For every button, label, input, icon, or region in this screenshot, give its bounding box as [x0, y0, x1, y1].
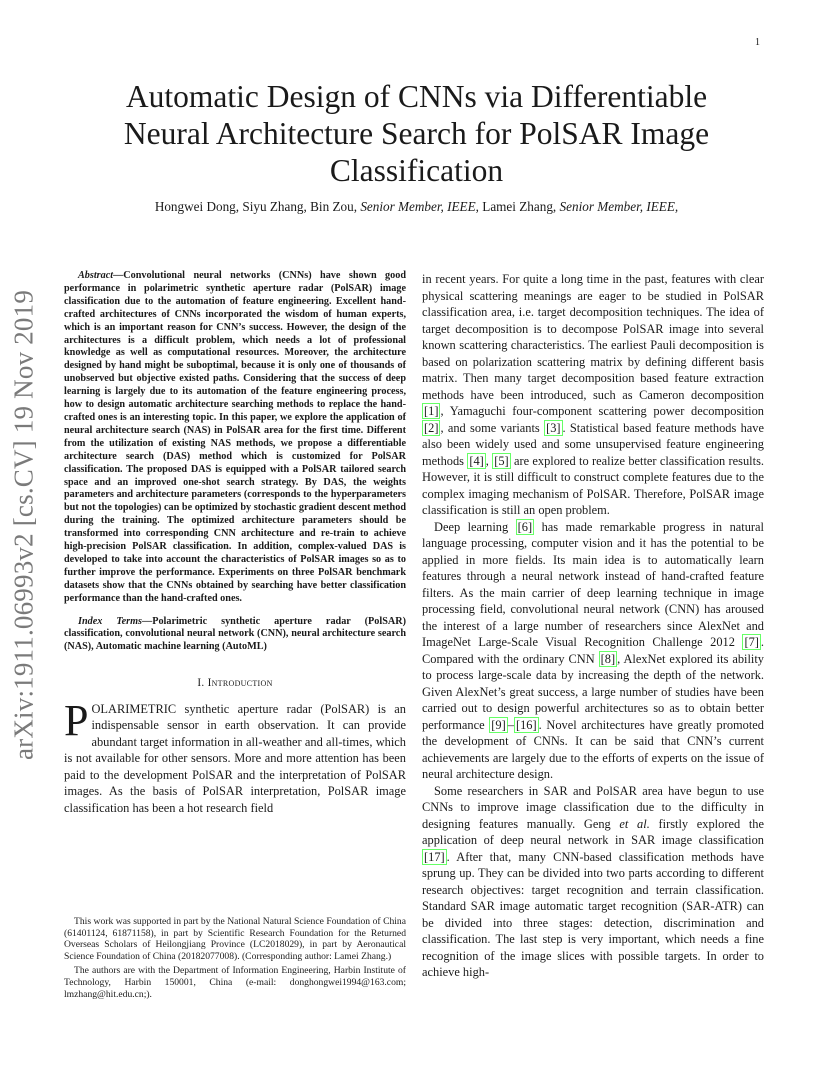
- citation-link[interactable]: [5]: [494, 453, 509, 468]
- text-run: , and some variants: [440, 420, 545, 435]
- index-terms-label: Index Terms: [78, 615, 143, 627]
- text-run: . Compared with the ordinary CNN: [422, 635, 764, 666]
- text-run: Some researchers in SAR and PolSAR area have begun to use CNNs to improve image classification due to the difficulty in designing features manually. Geng: [422, 783, 764, 831]
- paragraph-2: [422, 519, 764, 783]
- left-column: [64, 270, 406, 816]
- index-terms-text: —Polarimetric synthetic aperture radar (PolSAR) classification, convolutional neural network (CNN), neural architecture search (NAS), Automatic machine learning (AutoML): [64, 615, 406, 653]
- citation-link[interactable]: [4]: [469, 453, 484, 468]
- citation-link[interactable]: [17]: [424, 849, 445, 864]
- text-run: in recent years. For quite a long time in the past, features with clear physical scattering meanings are eager to be studied in PolSAR classification area, i.e. target decomposition techniques. The idea of target decomposition is to decompose PolSAR image into several known scattering characteristics. The earliest Pauli decomposition is based on polarization scattering matrix by defining different basis matrix. Then many target decomposition based feature extraction methods have been introduced, such as Cameron decomposition: [422, 272, 764, 402]
- text-run-italic: et al.: [619, 816, 650, 831]
- citation-link[interactable]: [16]: [515, 717, 537, 732]
- text-run: are explored to realize better classification results. However, it is still difficult to construct complete features due to the complex imaging mechanism of PolSAR. Therefore, PolSAR image classification is still an open problem.: [422, 453, 764, 517]
- author-list: Hongwei Dong, Siyu Zhang, Bin Zou, Senior Member, IEEE, Lamei Zhang, Senior Member, IEEE,: [154, 199, 679, 214]
- intro-paragraph: [64, 695, 406, 817]
- arxiv-identifier: arXiv:1911.06993v2 [cs.CV] 19 Nov 2019: [8, 289, 39, 761]
- section-title: Introduction: [207, 677, 273, 690]
- paragraph-1: [422, 271, 764, 519]
- abstract-text: —Convolutional neural networks (CNNs) have shown good performance in polarimetric synthetic aperture radar (PolSAR) image classification due to the automation of feature engineering. Excellent hand-crafted architectures of CNNs incorporated the wisdom of human experts, which is an important reason for CNN’s success. However, the design of the architectures is a difficult problem, which needs a lot of professional knowledge as well as computational resources. Moreover, the architecture designed by hand might be suboptimal, because it is only one of thousands of unobserved but objective existed paths. Considering that the success of deep learning is largely due to its automation of the feature engineering process, how to design automatic architecture searching methods to replace the hand-crafted ones is an interesting topic. In this paper, we explore the application of neural architecture search (NAS) in PolSAR area for the first time. Different from the utilization of existing NAS methods, we propose a differentiable architecture search (DAS) method which is customized for PolSAR classification. The proposed DAS is equipped with a PolSAR tailored search space and an improved one-shot search strategy. By DAS, the weights parameters and architecture parameters (corresponds to the hyperparameters but not the topologies) can be optimized by stochastic gradient descent method during the training. The optimized architecture parameters should be transformed into corresponding CNN architecture and re-train to achieve high-precision PolSAR classification. In addition, complex-valued DAS is developed to take into account the characteristics of PolSAR images so as to further improve the performance. Experiments on three PolSAR benchmark datasets show that the CNNs obtained by searching have better classification performance than the hand-crafted ones.: [64, 270, 406, 604]
- right-column: [422, 271, 764, 981]
- page-number: 1: [755, 37, 760, 48]
- text-run: , AlexNet explored its ability to process large-scale data by increasing the depth of the network. Given AlexNet’s great success, a large number of studies have been carried out to design powerful architectures so as to obtain better performance: [422, 651, 765, 732]
- citation-link[interactable]: [2]: [424, 420, 439, 435]
- citation-link[interactable]: [8]: [600, 651, 616, 666]
- paragraph-3: [422, 783, 764, 981]
- footnote-affiliation: The authors are with the Department of Information Engineering, Harbin Institute of Technology, Harbin 150001, China (e-mail: donghongwei1994@163.com; lmzhang@hit.edu.cn;).: [64, 965, 406, 1000]
- text-run: Deep learning: [434, 519, 516, 534]
- text-run: ,: [485, 453, 493, 468]
- abstract-label: Abstract: [78, 270, 114, 281]
- section-heading: [64, 675, 406, 692]
- text-run: . After that, many CNN-based classification methods have sprung up. They can be divided into two parts according to different research objectives: target recognition and terrain classification. Standard SAR image automatic target recognition (SAR-ATR) can be divided into three stages: detection, discrimination and classification. The last step is very important, which needs a fine recognition of the image slices with possible targets. In order to achieve high-: [422, 849, 764, 979]
- citation-link[interactable]: [7]: [744, 635, 759, 649]
- section-number: I.: [197, 677, 208, 690]
- text-run: has made remarkable progress in natural language processing, computer vision and it has the potential to be applied in more fields. Its main idea is to automatically learn features through a neural network instead of hand-crafted feature filters. As the main carrier of deep learning technique in image processing field, convolutional neural network (CNN) has aroused the interest of a large number of researchers since AlexNet and ImageNet Large-Scale Visual Recognition Challenge 2012: [422, 519, 764, 649]
- citation-link[interactable]: [3]: [546, 420, 561, 435]
- index-terms: [64, 616, 406, 655]
- paper-title: Automatic Design of CNNs via Differentiable Neural Architecture Search for PolSAR Image Classification: [123, 79, 710, 188]
- text-run: . Statistical based feature methods have also been widely used and some unsupervised feature engineering methods: [422, 420, 764, 468]
- citation-link[interactable]: [9]: [491, 717, 506, 732]
- footnote-funding: This work was supported in part by the National Natural Science Foundation of China (61401124, 61871158), in part by Scientific Research Foundation for the Returned Overseas Scholars of Heilongjiang Province (LC2018029), in part by Aeronautical Science Foundation of China (20182077008). (Corresponding author: Lamei Zhang.): [64, 916, 406, 962]
- text-run: –: [507, 717, 514, 732]
- text-run: . Novel architectures have greatly promoted the development of CNNs. It can be said that CNN’s current achievements are largely due to the efforts of experts on the issue of neural architecture design.: [422, 717, 765, 781]
- intro-lead-word: OLARIMETRIC: [91, 701, 177, 716]
- text-run: , Yamaguchi four-component scattering power decomposition: [440, 404, 764, 418]
- arxiv-sidebar: [2, 290, 46, 760]
- footnotes: [64, 916, 406, 1003]
- drop-cap: P: [64, 695, 89, 745]
- intro-text: synthetic aperture radar (PolSAR) is an indispensable sensor in earth observation. It can provide abundant target information in all-weather and all-times, which is not available for other sensors. More and more attention has been paid to the development PolSAR and the interpretation of PolSAR images. As the basis of PolSAR interpretation, PolSAR image classification has been a hot research field: [64, 701, 406, 815]
- abstract: [64, 270, 406, 606]
- text-run: firstly explored the application of deep neural network in SAR image classification: [422, 816, 764, 847]
- citation-link[interactable]: [1]: [424, 404, 439, 418]
- citation-link[interactable]: [6]: [517, 519, 533, 534]
